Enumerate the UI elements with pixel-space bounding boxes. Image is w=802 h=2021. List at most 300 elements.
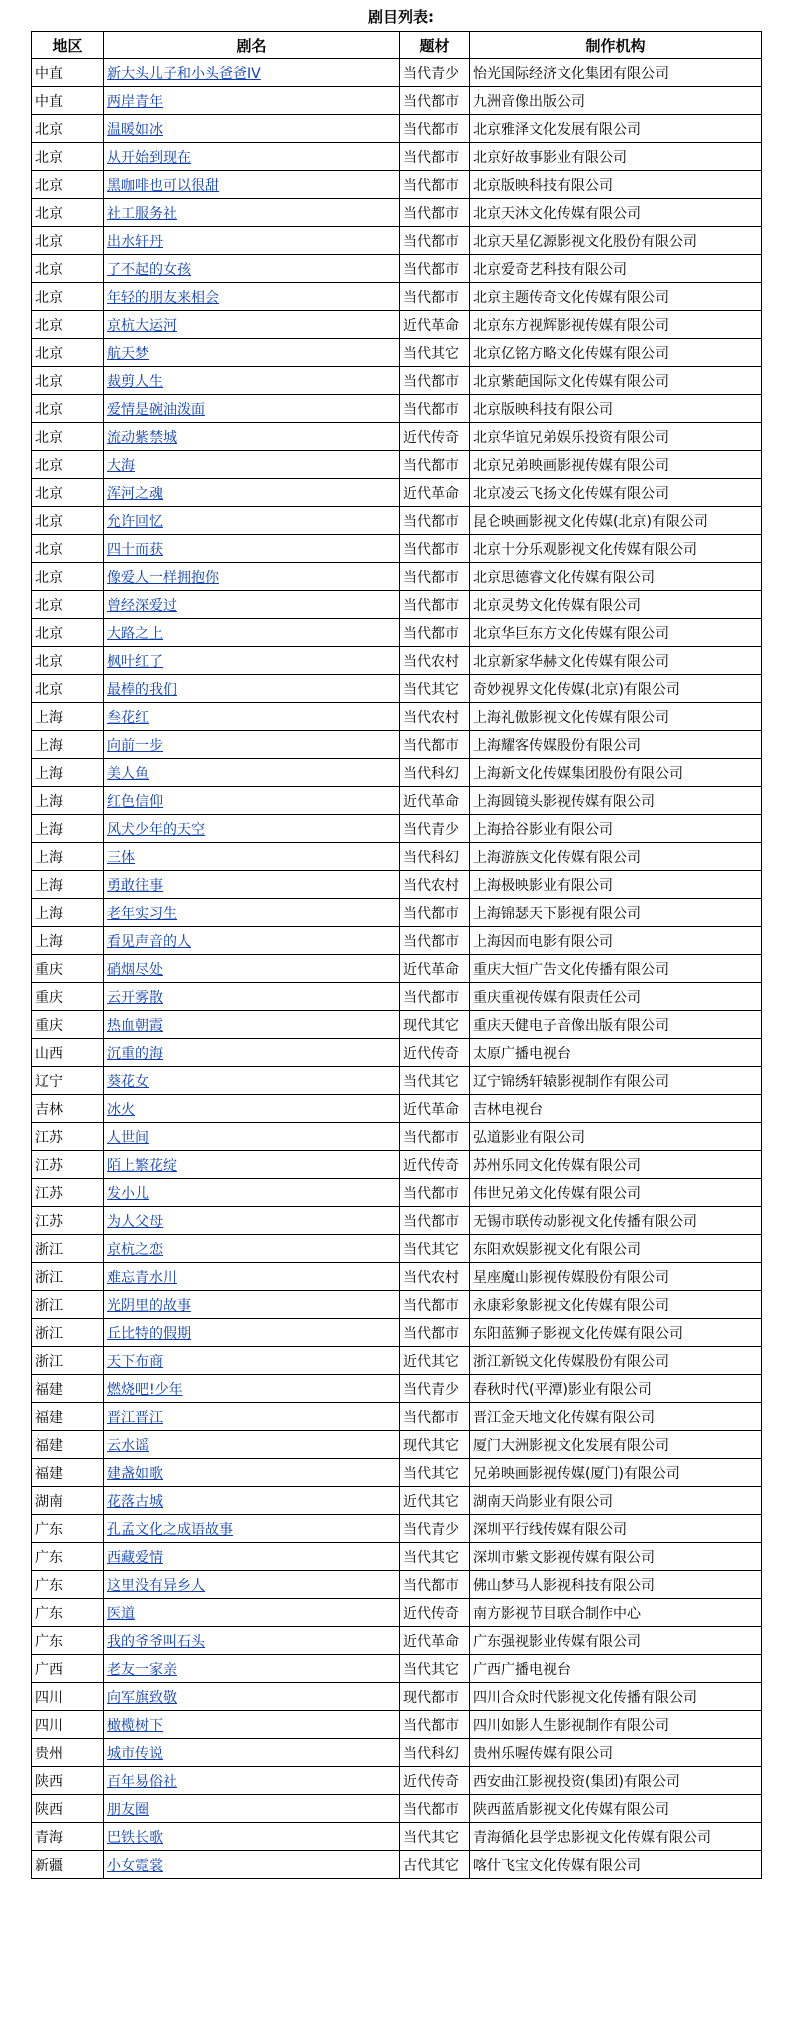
drama-title-link[interactable]: 年轻的朋友来相会: [107, 289, 219, 306]
table-row: [32, 1739, 762, 1767]
cell-region: 江苏: [32, 1179, 104, 1207]
cell-producer: 西安曲江影视投资(集团)有限公司: [470, 1767, 762, 1795]
drama-title-link[interactable]: 新大头儿子和小头爸爸IV: [107, 65, 261, 82]
cell-producer: 北京十分乐观影视文化传媒有限公司: [470, 535, 762, 563]
drama-title-link[interactable]: 城市传说: [107, 1745, 163, 1762]
table-row: [32, 619, 762, 647]
cell-region: 浙江: [32, 1235, 104, 1263]
cell-title: [104, 1095, 400, 1123]
header-producer: 制作机构: [470, 32, 762, 59]
drama-title-link[interactable]: 发小儿: [107, 1185, 149, 1202]
table-row: [32, 227, 762, 255]
table-row: [32, 563, 762, 591]
cell-genre: 近代革命: [400, 311, 470, 339]
cell-region: 上海: [32, 843, 104, 871]
table-row: [32, 1123, 762, 1151]
cell-genre: 当代其它: [400, 1655, 470, 1683]
table-row: [32, 87, 762, 115]
cell-region: 北京: [32, 171, 104, 199]
cell-title: [104, 1067, 400, 1095]
table-row: [32, 1599, 762, 1627]
cell-title: [104, 759, 400, 787]
cell-title: [104, 1851, 400, 1879]
table-row: [32, 1235, 762, 1263]
drama-title-link[interactable]: 沉重的海: [107, 1045, 163, 1062]
cell-producer: 北京爱奇艺科技有限公司: [470, 255, 762, 283]
cell-producer: 北京东方视辉影视传媒有限公司: [470, 311, 762, 339]
drama-title-link[interactable]: 天下布商: [107, 1353, 163, 1370]
cell-producer: 四川合众时代影视文化传播有限公司: [470, 1683, 762, 1711]
drama-title-link[interactable]: 百年易俗社: [107, 1773, 177, 1790]
table-row: [32, 1767, 762, 1795]
header-region: 地区: [32, 32, 104, 59]
cell-genre: 当代都市: [400, 227, 470, 255]
cell-producer: 贵州乐喔传媒有限公司: [470, 1739, 762, 1767]
cell-title: [104, 1347, 400, 1375]
cell-genre: 古代其它: [400, 1851, 470, 1879]
cell-title: [104, 1795, 400, 1823]
cell-region: 广东: [32, 1571, 104, 1599]
drama-title-link[interactable]: 三体: [107, 849, 135, 866]
table-row: [32, 59, 762, 87]
cell-title: [104, 647, 400, 675]
cell-producer: 星座魔山影视传媒股份有限公司: [470, 1263, 762, 1291]
drama-title-link[interactable]: 京杭之恋: [107, 1241, 163, 1258]
cell-region: 浙江: [32, 1319, 104, 1347]
cell-genre: 当代都市: [400, 731, 470, 759]
cell-producer: 东阳蓝狮子影视文化传媒有限公司: [470, 1319, 762, 1347]
cell-genre: 近代传奇: [400, 1151, 470, 1179]
cell-producer: 上海游族文化传媒有限公司: [470, 843, 762, 871]
drama-title-link[interactable]: 温暖如冰: [107, 121, 163, 138]
drama-title-link[interactable]: 曾经深爱过: [107, 597, 177, 614]
drama-title-link[interactable]: 社工服务社: [107, 205, 177, 222]
drama-title-link[interactable]: 孔孟文化之成语故事: [107, 1521, 233, 1538]
cell-region: 广东: [32, 1627, 104, 1655]
table-row: [32, 787, 762, 815]
drama-title-link[interactable]: 美人鱼: [107, 765, 149, 782]
cell-title: [104, 563, 400, 591]
table-row: [32, 1543, 762, 1571]
cell-region: 江苏: [32, 1123, 104, 1151]
cell-region: 重庆: [32, 983, 104, 1011]
table-row: [32, 1459, 762, 1487]
cell-genre: 当代农村: [400, 871, 470, 899]
cell-title: [104, 143, 400, 171]
table-row: [32, 115, 762, 143]
table-row: [32, 1795, 762, 1823]
cell-title: [104, 227, 400, 255]
cell-region: 贵州: [32, 1739, 104, 1767]
cell-producer: 四川如影人生影视制作有限公司: [470, 1711, 762, 1739]
drama-title-link[interactable]: 向军旗致敬: [107, 1689, 177, 1706]
drama-title-link[interactable]: 裁剪人生: [107, 373, 163, 390]
drama-title-link[interactable]: 冰火: [107, 1101, 135, 1118]
table-row: [32, 1431, 762, 1459]
drama-list-table: [31, 31, 762, 1879]
cell-producer: 怡光国际经济文化集团有限公司: [470, 59, 762, 87]
cell-producer: 弘道影业有限公司: [470, 1123, 762, 1151]
drama-title-link[interactable]: 风犬少年的天空: [107, 821, 205, 838]
cell-producer: 春秋时代(平潭)影业有限公司: [470, 1375, 762, 1403]
cell-region: 青海: [32, 1823, 104, 1851]
cell-genre: 当代都市: [400, 1123, 470, 1151]
cell-region: 浙江: [32, 1263, 104, 1291]
table-row: [32, 815, 762, 843]
drama-title-link[interactable]: 这里没有异乡人: [107, 1577, 205, 1594]
table-row: [32, 507, 762, 535]
cell-producer: 辽宁锦绣轩辕影视制作有限公司: [470, 1067, 762, 1095]
drama-title-link[interactable]: 浑河之魂: [107, 485, 163, 502]
cell-genre: 当代都市: [400, 1403, 470, 1431]
table-row: [32, 647, 762, 675]
drama-title-link[interactable]: 黑咖啡也可以很甜: [107, 177, 219, 194]
table-row: [32, 423, 762, 451]
cell-producer: 上海新文化传媒集团股份有限公司: [470, 759, 762, 787]
cell-genre: 近代传奇: [400, 1599, 470, 1627]
cell-title: [104, 619, 400, 647]
cell-title: [104, 1683, 400, 1711]
cell-region: 重庆: [32, 955, 104, 983]
table-row: [32, 143, 762, 171]
cell-region: 北京: [32, 395, 104, 423]
cell-producer: 北京雅泽文化发展有限公司: [470, 115, 762, 143]
cell-title: [104, 843, 400, 871]
table-row: [32, 1151, 762, 1179]
cell-producer: 北京天沐文化传媒有限公司: [470, 199, 762, 227]
cell-region: 北京: [32, 367, 104, 395]
cell-producer: 深圳平行线传媒有限公司: [470, 1515, 762, 1543]
cell-producer: 北京华巨东方文化传媒有限公司: [470, 619, 762, 647]
drama-title-link[interactable]: 四十而获: [107, 541, 163, 558]
cell-producer: 上海锦瑟天下影视有限公司: [470, 899, 762, 927]
cell-genre: 当代都市: [400, 983, 470, 1011]
cell-title: [104, 1459, 400, 1487]
cell-producer: 北京天星亿源影视文化股份有限公司: [470, 227, 762, 255]
cell-genre: 当代都市: [400, 1795, 470, 1823]
drama-title-link[interactable]: 难忘青水川: [107, 1269, 177, 1286]
cell-region: 上海: [32, 787, 104, 815]
table-row: [32, 703, 762, 731]
cell-genre: 当代都市: [400, 115, 470, 143]
cell-producer: 北京好故事影业有限公司: [470, 143, 762, 171]
drama-title-link[interactable]: 最棒的我们: [107, 681, 177, 698]
drama-title-link[interactable]: 航天梦: [107, 345, 149, 362]
table-row: [32, 171, 762, 199]
cell-producer: 上海拾谷影业有限公司: [470, 815, 762, 843]
cell-producer: 湖南天尚影业有限公司: [470, 1487, 762, 1515]
cell-genre: 当代其它: [400, 1235, 470, 1263]
cell-genre: 近代传奇: [400, 423, 470, 451]
drama-title-link[interactable]: 了不起的女孩: [107, 261, 191, 278]
cell-title: [104, 1039, 400, 1067]
cell-genre: 当代都市: [400, 367, 470, 395]
cell-title: [104, 955, 400, 983]
cell-genre: 当代都市: [400, 591, 470, 619]
cell-title: [104, 423, 400, 451]
cell-region: 陕西: [32, 1767, 104, 1795]
table-row: [32, 675, 762, 703]
drama-title-link[interactable]: 硝烟尽处: [107, 961, 163, 978]
cell-genre: 当代都市: [400, 1571, 470, 1599]
cell-region: 辽宁: [32, 1067, 104, 1095]
drama-title-link[interactable]: 爱情是碗油泼面: [107, 401, 205, 418]
table-row: [32, 1683, 762, 1711]
drama-title-link[interactable]: 丘比特的假期: [107, 1325, 191, 1342]
cell-genre: 当代都市: [400, 563, 470, 591]
drama-title-link[interactable]: 光阴里的故事: [107, 1297, 191, 1314]
cell-producer: 北京凌云飞扬文化传媒有限公司: [470, 479, 762, 507]
cell-region: 陕西: [32, 1795, 104, 1823]
drama-title-link[interactable]: 京杭大运河: [107, 317, 177, 334]
cell-region: 北京: [32, 507, 104, 535]
drama-title-link[interactable]: 巴铁长歌: [107, 1829, 163, 1846]
cell-region: 广西: [32, 1655, 104, 1683]
cell-region: 北京: [32, 115, 104, 143]
cell-genre: 当代科幻: [400, 759, 470, 787]
drama-title-link[interactable]: 老友一家亲: [107, 1661, 177, 1678]
cell-title: [104, 731, 400, 759]
table-row: [32, 339, 762, 367]
cell-title: [104, 1151, 400, 1179]
drama-title-link[interactable]: 流动紫禁城: [107, 429, 177, 446]
cell-title: [104, 1655, 400, 1683]
drama-title-link[interactable]: 为人父母: [107, 1213, 163, 1230]
cell-title: [104, 255, 400, 283]
table-row: [32, 1823, 762, 1851]
cell-title: [104, 87, 400, 115]
cell-region: 北京: [32, 255, 104, 283]
drama-title-link[interactable]: 看见声音的人: [107, 933, 191, 950]
drama-title-link[interactable]: 叁花红: [107, 709, 149, 726]
cell-producer: 青海循化县学忠影视文化传媒有限公司: [470, 1823, 762, 1851]
cell-producer: 吉林电视台: [470, 1095, 762, 1123]
cell-producer: 北京亿铭方略文化传媒有限公司: [470, 339, 762, 367]
cell-genre: 当代都市: [400, 171, 470, 199]
cell-genre: 近代革命: [400, 1095, 470, 1123]
table-row: [32, 1711, 762, 1739]
drama-title-link[interactable]: 老年实习生: [107, 905, 177, 922]
cell-title: [104, 1123, 400, 1151]
drama-title-link[interactable]: 橄榄树下: [107, 1717, 163, 1734]
cell-producer: 广东强视影业传媒有限公司: [470, 1627, 762, 1655]
drama-title-link[interactable]: 晋江晋江: [107, 1409, 163, 1426]
cell-title: [104, 283, 400, 311]
cell-genre: 当代都市: [400, 283, 470, 311]
cell-producer: 重庆天健电子音像出版有限公司: [470, 1011, 762, 1039]
cell-genre: 当代青少: [400, 1375, 470, 1403]
cell-region: 上海: [32, 731, 104, 759]
cell-title: [104, 927, 400, 955]
cell-region: 浙江: [32, 1347, 104, 1375]
cell-genre: 当代都市: [400, 1319, 470, 1347]
cell-genre: 当代其它: [400, 1067, 470, 1095]
table-row: [32, 1291, 762, 1319]
drama-title-link[interactable]: 大海: [107, 457, 135, 474]
drama-title-link[interactable]: 大路之上: [107, 625, 163, 642]
cell-title: [104, 1375, 400, 1403]
cell-producer: 东阳欢娱影视文化有限公司: [470, 1235, 762, 1263]
cell-genre: 近代其它: [400, 1347, 470, 1375]
cell-title: [104, 59, 400, 87]
cell-producer: 重庆重视传媒有限责任公司: [470, 983, 762, 1011]
cell-producer: 上海耀客传媒股份有限公司: [470, 731, 762, 759]
cell-genre: 当代都市: [400, 1291, 470, 1319]
cell-region: 中直: [32, 87, 104, 115]
cell-producer: 北京版映科技有限公司: [470, 395, 762, 423]
cell-genre: 当代都市: [400, 87, 470, 115]
table-row: [32, 927, 762, 955]
cell-producer: 厦门大洲影视文化发展有限公司: [470, 1431, 762, 1459]
cell-genre: 当代都市: [400, 395, 470, 423]
cell-title: [104, 1011, 400, 1039]
cell-genre: 近代革命: [400, 479, 470, 507]
drama-title-link[interactable]: 向前一步: [107, 737, 163, 754]
drama-title-link[interactable]: 我的爷爷叫石头: [107, 1633, 205, 1650]
cell-producer: 苏州乐同文化传媒有限公司: [470, 1151, 762, 1179]
cell-genre: 近代革命: [400, 955, 470, 983]
drama-title-link[interactable]: 勇敢往事: [107, 877, 163, 894]
cell-producer: 北京版映科技有限公司: [470, 171, 762, 199]
table-row: [32, 1011, 762, 1039]
drama-title-link[interactable]: 花落古城: [107, 1493, 163, 1510]
cell-producer: 广西广播电视台: [470, 1655, 762, 1683]
drama-title-link[interactable]: 燃烧吧!少年: [107, 1381, 183, 1398]
cell-genre: 近代传奇: [400, 1039, 470, 1067]
drama-title-link[interactable]: 云开雾散: [107, 989, 163, 1006]
drama-title-link[interactable]: 两岸青年: [107, 93, 163, 110]
cell-producer: 永康彩象影视文化传媒有限公司: [470, 1291, 762, 1319]
cell-title: [104, 1431, 400, 1459]
cell-title: [104, 1515, 400, 1543]
cell-region: 上海: [32, 815, 104, 843]
cell-genre: 当代都市: [400, 535, 470, 563]
cell-genre: 当代农村: [400, 1263, 470, 1291]
cell-title: [104, 1571, 400, 1599]
cell-producer: 上海极映影业有限公司: [470, 871, 762, 899]
drama-title-link[interactable]: 热血朝霞: [107, 1017, 163, 1034]
cell-producer: 兄弟映画影视传媒(厦门)有限公司: [470, 1459, 762, 1487]
cell-genre: 当代青少: [400, 59, 470, 87]
cell-title: [104, 1823, 400, 1851]
cell-region: 上海: [32, 927, 104, 955]
table-row: [32, 451, 762, 479]
drama-title-link[interactable]: 朋友圈: [107, 1801, 149, 1818]
drama-title-link[interactable]: 小女霓裳: [107, 1857, 163, 1874]
table-row: [32, 1515, 762, 1543]
cell-title: [104, 171, 400, 199]
cell-producer: 陕西蓝盾影视文化传媒有限公司: [470, 1795, 762, 1823]
cell-region: 福建: [32, 1431, 104, 1459]
table-row: [32, 1347, 762, 1375]
cell-genre: 当代都市: [400, 899, 470, 927]
cell-genre: 近代革命: [400, 787, 470, 815]
cell-region: 浙江: [32, 1291, 104, 1319]
drama-title-link[interactable]: 允许回忆: [107, 513, 163, 530]
cell-region: 江苏: [32, 1207, 104, 1235]
table-row: [32, 199, 762, 227]
cell-region: 吉林: [32, 1095, 104, 1123]
cell-producer: 北京思德睿文化传媒有限公司: [470, 563, 762, 591]
drama-title-link[interactable]: 红色信仰: [107, 793, 163, 810]
cell-genre: 当代都市: [400, 1179, 470, 1207]
cell-region: 北京: [32, 227, 104, 255]
cell-producer: 上海礼傲影视文化传媒有限公司: [470, 703, 762, 731]
drama-title-link[interactable]: 陌上繁花绽: [107, 1157, 177, 1174]
cell-region: 上海: [32, 759, 104, 787]
cell-title: [104, 367, 400, 395]
cell-producer: 重庆大恒广告文化传播有限公司: [470, 955, 762, 983]
cell-region: 中直: [32, 59, 104, 87]
cell-region: 江苏: [32, 1151, 104, 1179]
cell-producer: 北京灵势文化传媒有限公司: [470, 591, 762, 619]
cell-genre: 当代都市: [400, 1711, 470, 1739]
cell-title: [104, 451, 400, 479]
table-row: [32, 731, 762, 759]
cell-region: 北京: [32, 423, 104, 451]
table-row: [32, 1263, 762, 1291]
table-row: [32, 983, 762, 1011]
cell-genre: 当代其它: [400, 1823, 470, 1851]
cell-title: [104, 1263, 400, 1291]
cell-producer: 太原广播电视台: [470, 1039, 762, 1067]
table-row: [32, 535, 762, 563]
drama-title-link[interactable]: 像爱人一样拥抱你: [107, 569, 219, 586]
drama-title-link[interactable]: 人世间: [107, 1129, 149, 1146]
cell-genre: 现代其它: [400, 1011, 470, 1039]
drama-title-link[interactable]: 云水谣: [107, 1437, 149, 1454]
cell-title: [104, 535, 400, 563]
cell-region: 北京: [32, 199, 104, 227]
cell-title: [104, 1767, 400, 1795]
cell-region: 福建: [32, 1403, 104, 1431]
cell-genre: 当代都市: [400, 143, 470, 171]
cell-producer: 喀什飞宝文化传媒有限公司: [470, 1851, 762, 1879]
drama-title-link[interactable]: 枫叶红了: [107, 653, 163, 670]
drama-title-link[interactable]: 从开始到现在: [107, 149, 191, 166]
cell-region: 重庆: [32, 1011, 104, 1039]
cell-genre: 现代其它: [400, 1431, 470, 1459]
cell-genre: 当代科幻: [400, 843, 470, 871]
cell-genre: 现代都市: [400, 1683, 470, 1711]
cell-title: [104, 1739, 400, 1767]
cell-genre: 当代都市: [400, 507, 470, 535]
cell-genre: 当代其它: [400, 675, 470, 703]
cell-producer: 北京新家华赫文化传媒有限公司: [470, 647, 762, 675]
cell-title: [104, 703, 400, 731]
drama-title-link[interactable]: 西藏爱情: [107, 1549, 163, 1566]
drama-title-link[interactable]: 出水轩丹: [107, 233, 163, 250]
cell-genre: 当代青少: [400, 815, 470, 843]
cell-title: [104, 675, 400, 703]
drama-title-link[interactable]: 建盏如歌: [107, 1465, 163, 1482]
cell-producer: 晋江金天地文化传媒有限公司: [470, 1403, 762, 1431]
cell-title: [104, 395, 400, 423]
cell-title: [104, 983, 400, 1011]
cell-region: 上海: [32, 899, 104, 927]
table-row: [32, 479, 762, 507]
cell-title: [104, 1487, 400, 1515]
table-row: [32, 955, 762, 983]
cell-genre: 当代其它: [400, 1543, 470, 1571]
cell-title: [104, 1627, 400, 1655]
cell-region: 上海: [32, 703, 104, 731]
drama-title-link[interactable]: 医道: [107, 1605, 135, 1622]
cell-producer: 北京华谊兄弟娱乐投资有限公司: [470, 423, 762, 451]
drama-title-link[interactable]: 葵花女: [107, 1073, 149, 1090]
cell-genre: 当代都市: [400, 451, 470, 479]
cell-title: [104, 339, 400, 367]
